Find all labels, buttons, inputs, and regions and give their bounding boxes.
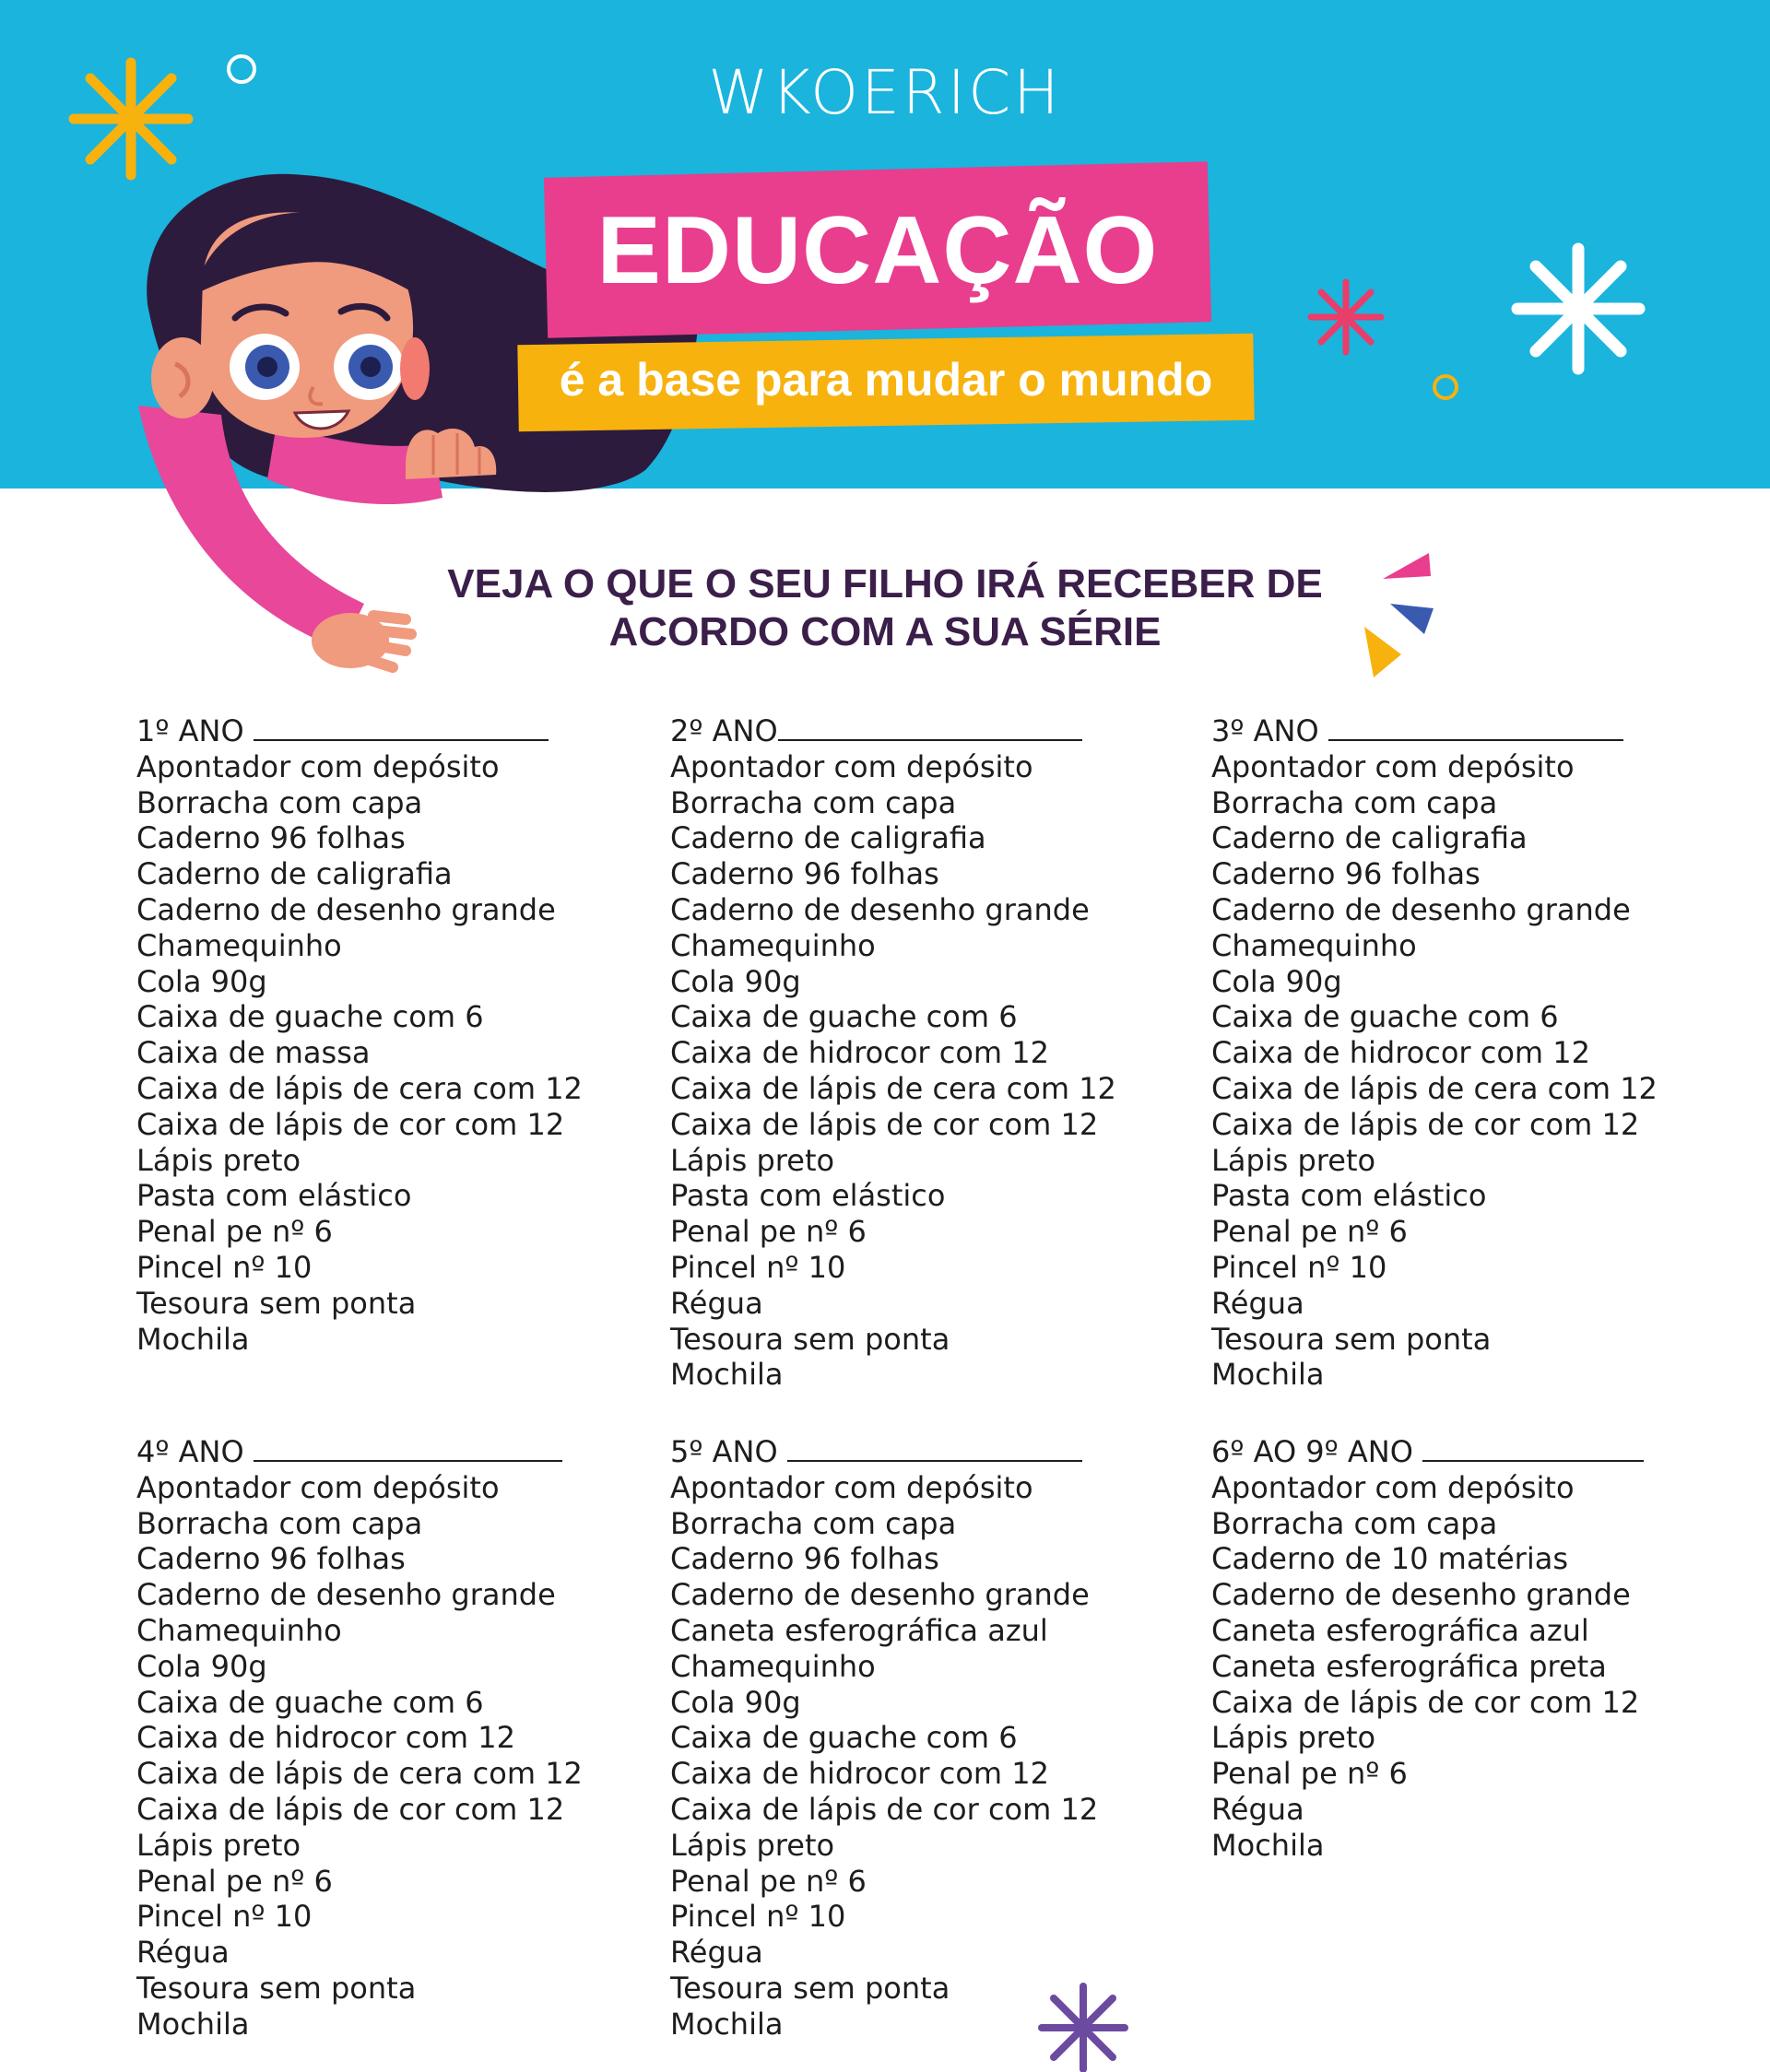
list-item: Borracha com capa [136,1505,423,1541]
list-item: Mochila [136,2006,250,2042]
list-item: Chamequinho [136,927,342,963]
list-item: Mochila [670,1357,784,1393]
list-item: Caderno de caligrafia [670,820,986,856]
list-item: Régua [670,1935,763,1971]
list-item: Borracha com capa [670,1505,957,1541]
grade-title: 1º ANO [136,713,583,749]
list-item: Pincel nº 10 [136,1899,313,1935]
list-item: Apontador com depósito [136,748,500,784]
list-item: Caderno 96 folhas [136,820,406,856]
list-item: Lápis preto [136,1142,301,1178]
list-item: Caderno de desenho grande [136,891,556,927]
list-item: Caixa de lápis de cor com 12 [1211,1106,1640,1142]
list-item: Tesoura sem ponta [670,1321,950,1357]
list-item: Cola 90g [136,963,267,999]
list-item: Caixa de guache com 6 [670,1720,1018,1756]
list-item: Caixa de guache com 6 [136,1684,484,1720]
list-item: Apontador com depósito [1211,1469,1575,1505]
grade-title: 6º AO 9º ANO [1211,1434,1644,1470]
list-item: Caderno de desenho grande [1211,1577,1631,1613]
list-item: Cola 90g [670,1684,801,1720]
list-item: Lápis preto [136,1827,301,1863]
list-item: Régua [670,1285,763,1321]
list-item: Caderno de caligrafia [136,856,453,892]
list-item: Borracha com capa [1211,1505,1498,1541]
list-item: Caixa de lápis de cera com 12 [670,1070,1116,1106]
list-item: Pasta com elástico [136,1178,412,1214]
list-item: Caderno de desenho grande [1211,891,1631,927]
list-item: Penal pe nº 6 [670,1863,867,1899]
list-item: Caixa de hidrocor com 12 [136,1720,515,1756]
list-item: Penal pe nº 6 [1211,1756,1408,1792]
list-item: Penal pe nº 6 [1211,1214,1408,1250]
list-item: Pincel nº 10 [1211,1249,1387,1285]
list-item: Caixa de lápis de cera com 12 [136,1070,583,1106]
heading-line-1: VEJA O QUE O SEU FILHO IRÁ RECEBER DE [447,561,1323,606]
list-item: Caneta esferográfica preta [1211,1648,1607,1684]
list-item: Caneta esferográfica azul [1211,1612,1589,1648]
list-item: Lápis preto [1211,1142,1376,1178]
grade-title: 4º ANO [136,1434,583,1470]
list-item: Penal pe nº 6 [670,1214,867,1250]
list-item: Borracha com capa [1211,784,1498,820]
heading-line-2: ACORDO COM A SUA SÉRIE [608,609,1162,654]
grade-list-6 [1211,1434,1644,1864]
list-item: Caderno 96 folhas [136,1541,406,1577]
list-item: Caixa de hidrocor com 12 [1211,1035,1590,1071]
list-item: Caixa de lápis de cor com 12 [1211,1684,1640,1720]
grade-list-4 [136,1434,583,2043]
list-item: Caderno 96 folhas [1211,856,1481,892]
list-item: Mochila [670,2006,784,2042]
list-item: Caneta esferográfica azul [670,1612,1048,1648]
list-item: Tesoura sem ponta [670,1970,950,2006]
list-item: Cola 90g [670,963,801,999]
list-item: Chamequinho [670,1648,876,1684]
grade-list-3 [1211,713,1658,1393]
list-item: Mochila [1211,1357,1325,1393]
list-item: Caixa de massa [136,1035,371,1071]
list-item: Cola 90g [1211,963,1342,999]
list-item: Caderno 96 folhas [670,1541,939,1577]
grade-title: 3º ANO [1211,713,1658,749]
brand-logo: WKOERICH [708,57,1062,128]
small-ring-icon [1434,376,1457,398]
list-item: Apontador com depósito [1211,748,1575,784]
list-item: Caderno de 10 matérias [1211,1541,1568,1577]
list-item: Pincel nº 10 [670,1249,846,1285]
list-item: Caderno de desenho grande [670,1577,1090,1613]
list-item: Pasta com elástico [1211,1178,1487,1214]
list-item: Caixa de guache com 6 [670,999,1018,1035]
list-item: Apontador com depósito [136,1469,500,1505]
grade-title: 5º ANO [670,1434,1098,1470]
list-item: Mochila [1211,1827,1325,1863]
list-item: Penal pe nº 6 [136,1863,333,1899]
list-item: Caderno de desenho grande [136,1577,556,1613]
list-item: Caixa de lápis de cor com 12 [136,1106,565,1142]
list-item: Tesoura sem ponta [1211,1321,1492,1357]
white-asterisk-icon [1517,249,1639,369]
list-item: Pincel nº 10 [670,1899,846,1935]
list-item: Caderno de caligrafia [1211,820,1528,856]
grade-list-2 [670,713,1116,1393]
list-item: Chamequinho [670,927,876,963]
list-item: Caixa de hidrocor com 12 [670,1756,1049,1792]
list-item: Borracha com capa [136,784,423,820]
list-item: Borracha com capa [670,784,957,820]
list-item: Penal pe nº 6 [136,1214,333,1250]
list-item: Tesoura sem ponta [136,1970,417,2006]
list-item: Lápis preto [670,1142,835,1178]
grade-title: 2º ANO [670,713,1116,749]
list-item: Régua [1211,1791,1304,1827]
section-heading [0,560,1770,656]
list-item: Pasta com elástico [670,1178,946,1214]
list-item: Apontador com depósito [670,748,1033,784]
list-item: Caixa de hidrocor com 12 [670,1035,1049,1071]
list-item: Caixa de lápis de cera com 12 [1211,1070,1658,1106]
list-item: Lápis preto [1211,1720,1376,1756]
list-item: Caixa de lápis de cor com 12 [670,1791,1099,1827]
list-item: Apontador com depósito [670,1469,1033,1505]
list-item: Régua [1211,1285,1304,1321]
list-item: Caixa de lápis de cor com 12 [670,1106,1099,1142]
list-item: Chamequinho [1211,927,1417,963]
list-item: Régua [136,1935,230,1971]
pink-asterisk-icon [1311,282,1381,352]
list-item: Tesoura sem ponta [136,1285,417,1321]
grade-list-5 [670,1434,1098,2043]
grade-list-1 [136,713,583,1357]
list-item: Caderno 96 folhas [670,856,939,892]
list-item: Chamequinho [136,1612,342,1648]
list-item: Cola 90g [136,1648,267,1684]
list-item: Caixa de lápis de cor com 12 [136,1791,565,1827]
banner-title: EDUCAÇÃO [596,197,1159,304]
list-item: Pincel nº 10 [136,1249,313,1285]
list-item: Caixa de lápis de cera com 12 [136,1756,583,1792]
list-item: Caixa de guache com 6 [1211,999,1559,1035]
list-item: Caderno de desenho grande [670,891,1090,927]
list-item: Mochila [136,1321,250,1357]
list-item: Lápis preto [670,1827,835,1863]
list-item: Caixa de guache com 6 [136,999,484,1035]
banner-subtitle: é a base para mudar o mundo [559,354,1213,406]
